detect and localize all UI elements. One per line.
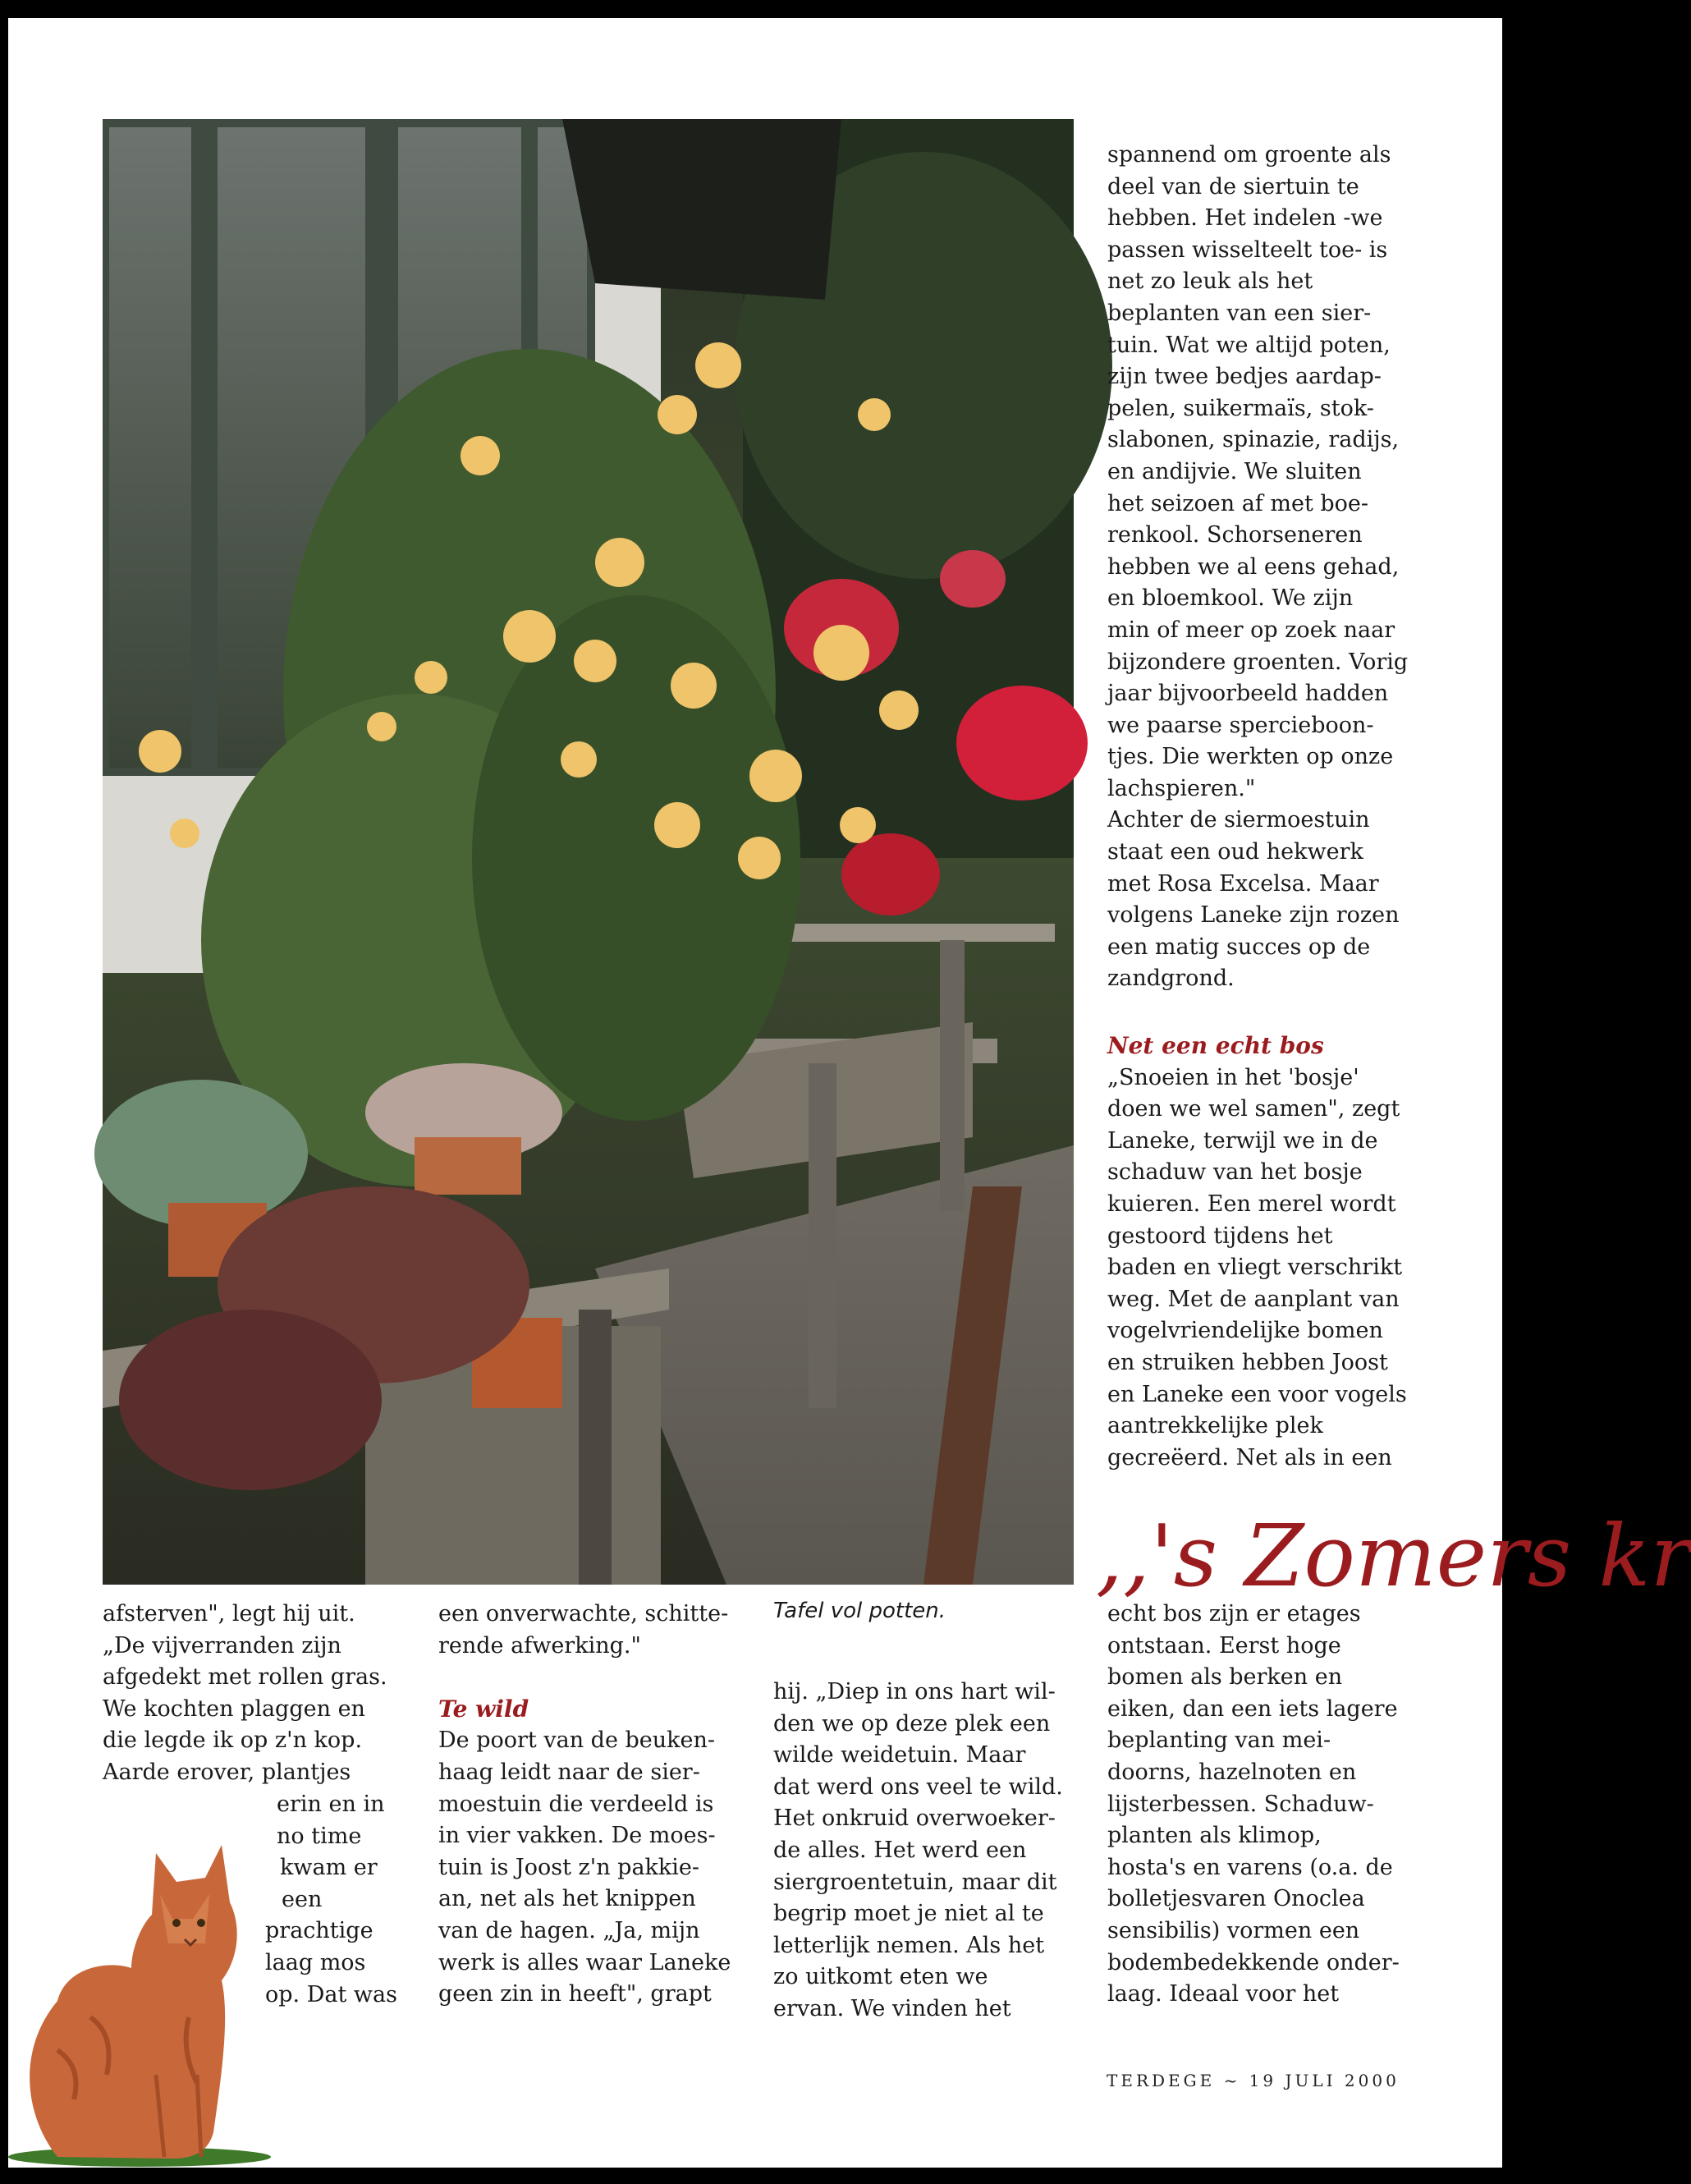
- garden-photo: [103, 119, 1074, 1585]
- cat-cutout-icon: [8, 1804, 271, 2165]
- paragraph-vegetables: spannend om groente als deel van de siertuin te hebben. Het indelen -we passen wisselteelt toe- is net zo leuk als het beplanten van een sier- tuin. Wat we altijd poten, zijn twee bedjes aardap- pelen, suikermaïs, stok- slabonen, spinazie, radijs, en andijvie. We sluiten het seizoen af met boe- renkool. Schorseneren hebben we al eens gehad, en bloemkool. We zijn min of meer op zoek naar bijzondere groenten. Vorig jaar bijvoorbeeld hadden we paarse spercieboon- tjes. Die werkten op onze lachspieren." Achter de siermoestuin staat een oud hekwerk met Rosa Excelsa. Maar volgens Laneke zijn rozen een matig succes op de zandgrond.: [1107, 142, 1409, 992]
- page-footer: TERDEGE ~ 19 JULI 2000: [1107, 2071, 1400, 2090]
- article-column-4: echt bos zijn er etages ontstaan. Eerst hoge bomen als berken en eiken, dan een iets lagere beplanting van mei- doorns, hazelnoten en lijsterbessen. Schaduw- planten als klimop, hosta's en varens (o.a. de bolletjesvaren Onoclea sensibilis) vormen een bodembedekkende onder- laag. Ideaal voor het: [1107, 1601, 1400, 2007]
- article-column-1: afsterven", legt hij uit. „De vijverranden zijn afgedekt met rollen gras. We kochten plaggen en die legde ik op z'n kop. Aarde erover, plantjes: [103, 1601, 387, 1785]
- article-column-right-mid: [1107, 1030, 1407, 1474]
- subhead-te-wild: Te wild: [438, 1695, 529, 1723]
- article-column-3: hij. „Diep in ons hart wil- den we op deze plek een wilde weidetuin. Maar dat werd ons veel te wild. Het onkruid overwoeker- de alles. Het werd een siergroentetuin, maar dit begrip moet je niet al te letterlijk nemen. Als het zo uitkomt eten we ervan. We vinden het: [773, 1679, 1063, 2021]
- paragraph-bosje: „Snoeien in het 'bosje' doen we wel samen", zegt Laneke, terwijl we in de schaduw van het bosje kuieren. Een merel wordt gestoord tijdens het baden en vliegt verschrikt weg. Met de aanplant van vogelvriendelijke bomen en struiken hebben Joost en Laneke een voor vogels aantrekkelijke plek gecreëerd. Net als in een: [1107, 1064, 1407, 1471]
- article-column-right-top: [1107, 140, 1408, 995]
- photo-caption: Tafel vol potten.: [773, 1599, 946, 1623]
- magazine-page: [8, 18, 1691, 2168]
- subhead-net-een-echt-bos: Net een echt bos: [1107, 1032, 1324, 1059]
- article-column-1-wrap: erin en in no time kwam er een prachtige laag mos op. Dat was: [265, 1792, 397, 2007]
- script-title-fragment: ,,'s Zomers kr: [1096, 1506, 1691, 1606]
- article-column-2: een onverwachte, schitte- rende afwerking." Te wild De poort van de beuken- haag leidt naar de sier- moestuin die verdeeld is in vier vakken. De moes- tuin is Joost z'n pakkie- an, net als het knippen van de hagen. „Ja, mijn werk is alles waar Laneke geen zin in heeft", grapt: [438, 1601, 731, 2007]
